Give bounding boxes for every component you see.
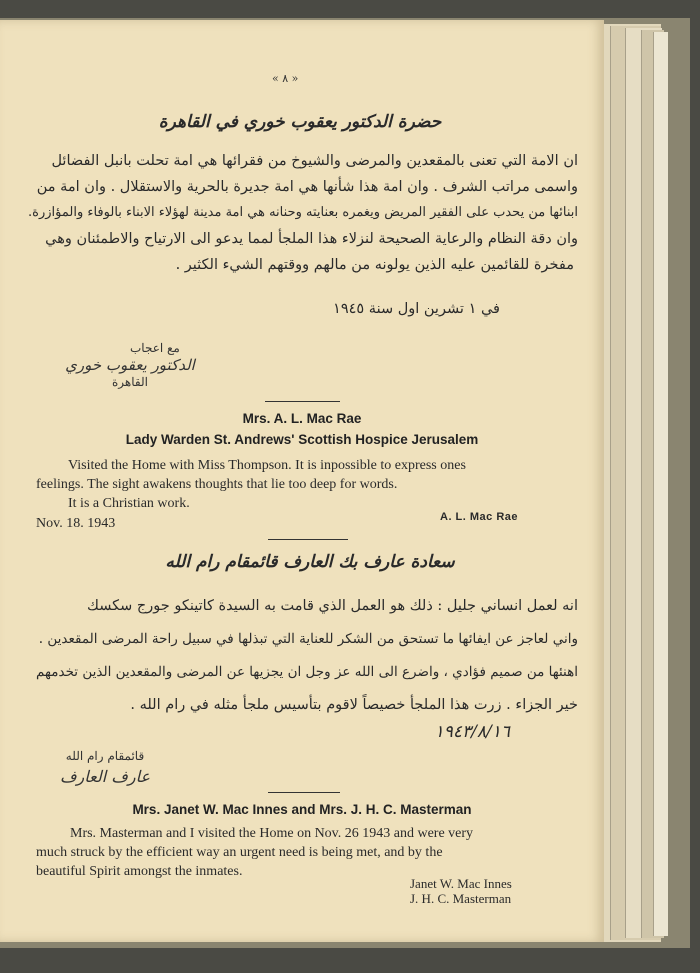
section1-line: ابنائها من يحدب على الفقير المريض ويغمره بعنايته وحنانه هي امة مدينة لهؤلاء الابناء بالوفاء والمؤازرة.	[28, 205, 578, 220]
section2-subheading: Lady Warden St. Andrews' Scottish Hospice Jerusalem	[125, 432, 479, 447]
book-page	[0, 20, 604, 942]
section1-title: حضرة الدكتور يعقوب خوري في القاهرة	[158, 112, 442, 132]
section4-heading: Mrs. Janet W. Mac Innes and Mrs. J. H. C. Masterman	[132, 802, 472, 817]
section-divider	[268, 792, 340, 793]
section2-line: Visited the Home with Miss Thompson. It is inpossible to express ones	[68, 458, 466, 473]
section4-body	[36, 824, 581, 881]
section4-line: much struck by the efficient way an urgent need is being met, and by the	[36, 845, 443, 860]
section2-body	[36, 456, 576, 513]
section-divider	[268, 539, 348, 540]
section4-signature-1: Janet W. Mac Innes	[410, 876, 512, 891]
section4-signature-2: J. H. C. Masterman	[410, 891, 512, 906]
signature-line: عارف العارف	[59, 767, 151, 786]
section2-line: feelings. The sight awakens thoughts that lie too deep for words.	[36, 477, 398, 492]
section3-signature	[50, 748, 160, 789]
section2-signature: A. L. Mac Rae	[440, 511, 519, 523]
section2-heading: Mrs. A. L. Mac Rae	[242, 411, 362, 426]
signature-line: مع اعجاب	[130, 341, 180, 355]
section1-line: وان دقة النظام والرعاية الصحيحة لنزلاء هذا الملجأ لمما يدعو الى الارتياح والاطمئنان وهي	[45, 231, 578, 247]
page-edge	[653, 32, 668, 936]
section3-line: اهنئها من صميم فؤادي ، واضرع الى الله عز وجل ان يجزيها عن المرضى والمقعدين الذين تخدمهم	[36, 664, 578, 680]
signature-line: الدكتور يعقوب خوري	[65, 356, 195, 374]
section1-body	[28, 148, 578, 278]
section3-line: انه لعمل انساني جليل : ذلك هو العمل الذي قامت به السيدة كاتينكو جورج سكسك	[87, 598, 578, 614]
section3-body	[30, 590, 578, 722]
section3-line: واني لعاجز عن ايفائها ما تستحق من الشكر للعناية التي تبذلها في سبيل راحة المرضى المقعدين .	[38, 631, 578, 647]
section2-line: It is a Christian work.	[68, 496, 190, 511]
section1-date: في ١ تشرين اول سنة ١٩٤٥	[333, 301, 500, 317]
section3-line: خير الجزاء . زرت هذا الملجأ خصيصاً لاقوم بتأسيس ملجأ مثله في رام الله .	[130, 697, 578, 713]
section3-title: سعادة عارف بك العارف قائمقام رام الله	[165, 552, 455, 572]
section2-date: Nov. 18. 1943	[36, 516, 116, 531]
section4-line: beautiful Spirit amongst the inmates.	[36, 864, 243, 879]
section1-line: واسمى مراتب الشرف . وان امة هذا شأنها هي امة جديرة بالحرية والاستقلال . وان امة من	[36, 179, 578, 195]
signature-line: القاهرة	[112, 375, 148, 389]
section1-signature	[60, 340, 200, 391]
section4-line: Mrs. Masterman and I visited the Home on Nov. 26 1943 and were very	[70, 826, 474, 841]
section3-date: ١٩٤٣/٨/١٦	[434, 722, 510, 742]
page-number: « ٨ »	[272, 72, 299, 85]
section1-line: ان الامة التي تعنى بالمقعدين والمرضى والشيوخ من فقرائها هي امة تحلت بانبل الفضائل	[51, 153, 578, 169]
section-divider	[265, 401, 340, 402]
section1-line: مفخرة للقائمين عليه الذين يولونه من مالهم ووقتهم الشيء الكثير .	[175, 257, 574, 273]
signature-line: قائمقام رام الله	[65, 749, 145, 763]
